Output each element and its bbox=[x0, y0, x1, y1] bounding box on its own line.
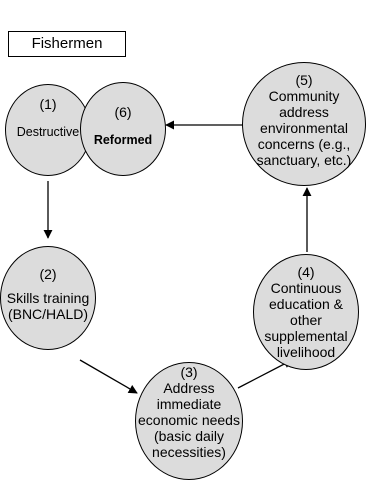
node-continuous-education-text bbox=[253, 264, 359, 360]
node-community-line-5: sanctuary, etc.) bbox=[256, 152, 352, 168]
node-economic-needs-line-1: Address bbox=[163, 380, 215, 396]
node-economic-needs-line-5: necessities) bbox=[152, 444, 226, 460]
node-destructive-text bbox=[5, 96, 91, 140]
title-box: Fishermen bbox=[8, 31, 126, 57]
node-community-text bbox=[242, 72, 366, 168]
node-continuous-education-line-3: other bbox=[290, 312, 322, 328]
node-economic-needs-number: (3) bbox=[180, 364, 198, 380]
node-community-number: (5) bbox=[295, 72, 313, 88]
node-economic-needs-line-4: (basic daily bbox=[153, 428, 225, 444]
node-continuous-education-number: (4) bbox=[297, 264, 315, 280]
node-destructive-label: Destructive bbox=[16, 125, 80, 139]
node-reformed-text bbox=[80, 104, 166, 148]
node-continuous-education-line-5: livelihood bbox=[276, 344, 336, 360]
node-skills-training-line-2: (BNC/HALD) bbox=[7, 306, 89, 322]
node-continuous-education-line-2: education & bbox=[269, 296, 343, 312]
node-community-line-1: Community bbox=[268, 88, 340, 104]
node-economic-needs-text bbox=[135, 364, 243, 460]
node-community-line-4: concerns (e.g., bbox=[257, 136, 351, 152]
node-community-line-2: address bbox=[279, 104, 329, 120]
arrow-2-to-3 bbox=[80, 360, 137, 393]
node-economic-needs-line-2: immediate bbox=[156, 396, 222, 412]
node-skills-training-text bbox=[0, 266, 96, 322]
node-continuous-education-line-4: supplemental bbox=[264, 328, 348, 344]
node-skills-training-number: (2) bbox=[39, 266, 57, 282]
node-community-line-3: environmental bbox=[260, 120, 348, 136]
node-reformed-label: Reformed bbox=[93, 133, 153, 147]
node-economic-needs-line-3: economic needs bbox=[138, 412, 240, 428]
node-skills-training-line-1: Skills training bbox=[6, 290, 90, 306]
node-destructive-number: (1) bbox=[39, 96, 57, 112]
node-continuous-education-line-1: Continuous bbox=[270, 280, 342, 296]
node-reformed-number: (6) bbox=[114, 104, 132, 120]
